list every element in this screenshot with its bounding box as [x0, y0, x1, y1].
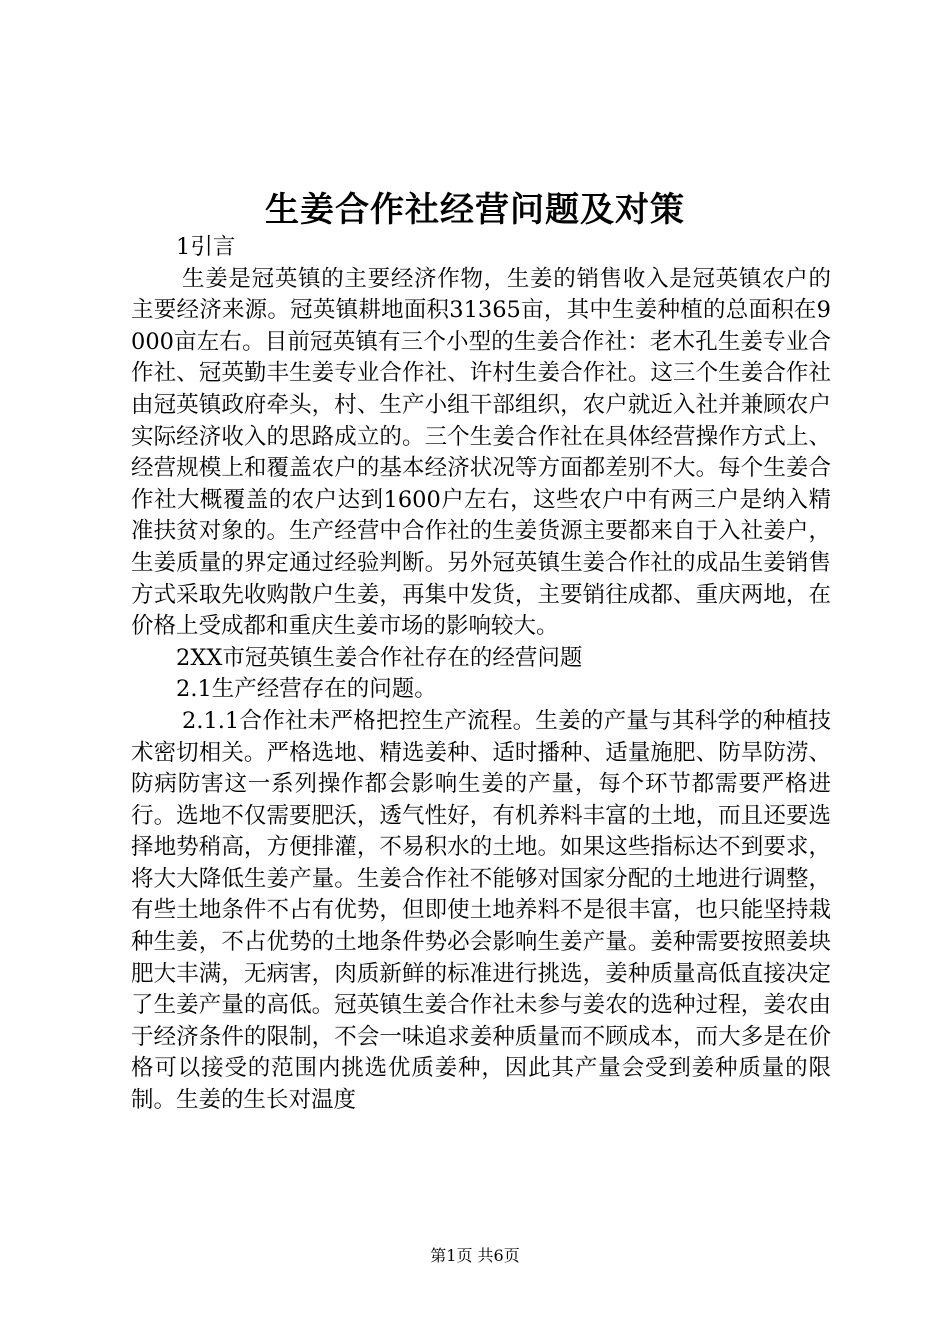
- document-body: [131, 232, 831, 1117]
- document-title: 生姜合作社经营问题及对策: [265, 190, 685, 230]
- paragraph-section-2-1-1: 2.1.1合作社未严格把控生产流程。生姜的产量与其科学的种植技术密切相关。严格选地、精选姜种、适时播种、适量施肥、防旱防涝、防病防害这一系列操作都会影响生姜的产量，每个环节都需要严格进行。选地不仅需要肥沃，透气性好，有机养料丰富的土地，而且还要选择地势稍高，方便排灌，不易积水的土地。如果这些指标达不到要求，将大大降低生姜产量。生姜合作社不能够对国家分配的土地进行调整，有些土地条件不占有优势，但即使土地养料不是很丰富，也只能坚持栽种生姜，不占优势的土地条件势必会影响生姜产量。姜种需要按照姜块肥大丰满，无病害，肉质新鲜的标准进行挑选，姜种质量高低直接决定了生姜产量的高低。冠英镇生姜合作社未参与姜农的选种过程，姜农由于经济条件的限制，不会一味追求姜种质量而不顾成本，而大多是在价格可以接受的范围内挑选优质姜种，因此其产量会受到姜种质量的限制。生姜的生长对温度: [131, 707, 831, 1114]
- heading-introduction: 1引言: [176, 234, 236, 260]
- paragraph-introduction: 生姜是冠英镇的主要经济作物，生姜的销售收入是冠英镇农户的主要经济来源。冠英镇耕地面积31365亩，其中生姜种植的总面积在9000亩左右。目前冠英镇有三个小型的生姜合作社：老木孔生姜专业合作社、冠英勤丰生姜专业合作社、许村生姜合作社。这三个生姜合作社由冠英镇政府牵头，村、生产小组干部组织，农户就近入社并兼顾农户实际经济收入的思路成立的。三个生姜合作社在具体经营操作方式上、经营规模上和覆盖农户的基本经济状况等方面都差别不大。每个生姜合作社大概覆盖的农户达到1600户左右，这些农户中有两三户是纳入精准扶贫对象的。生产经营中合作社的生姜货源主要都来自于入社姜户，生姜质量的界定通过经验判断。另外冠英镇生姜合作社的成品生姜销售方式采取先收购散户生姜，再集中发货，主要销往成都、重庆两地，在价格上受成都和重庆生姜市场的影响较大。: [131, 265, 831, 640]
- heading-section-2-1: 2.1生产经营存在的问题。: [176, 676, 437, 703]
- page-footer: 第1页 共6页: [430, 1246, 520, 1265]
- heading-section-2: 2XX市冠英镇生姜合作社存在的经营问题: [176, 644, 583, 671]
